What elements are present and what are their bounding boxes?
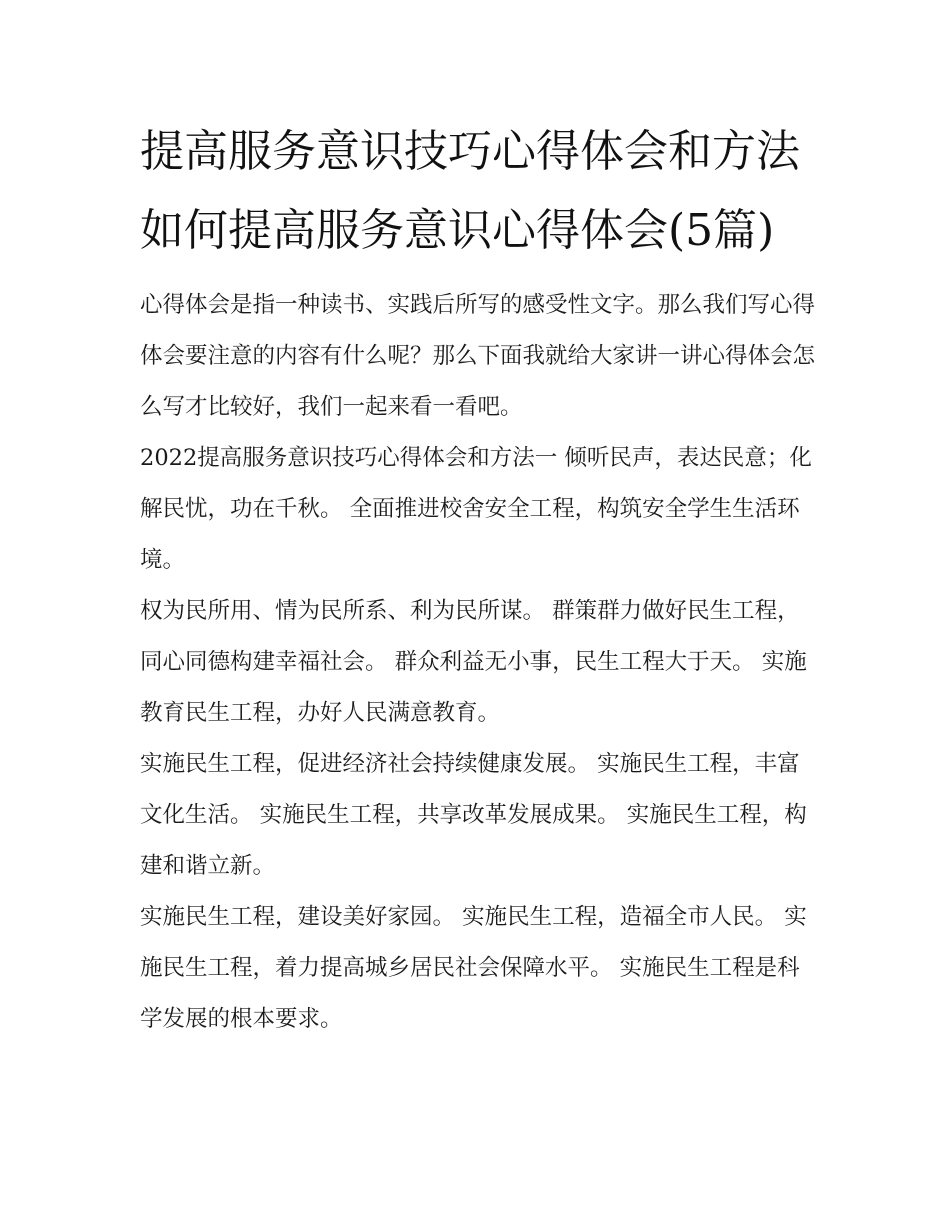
paragraph-3: 实施民生工程，促进经济社会持续健康发展。 实施民生工程，丰富文化生活。 实施民生工程，共享改革发展成果。 实施民生工程，构建和谐立新。 — [140, 751, 807, 879]
paragraph-2: 权为民所用、情为民所系、利为民所谋。 群策群力做好民生工程，同心同德构建幸福社会。 群众利益无小事，民生工程大于天。 实施教育民生工程，办好人民满意教育。 — [140, 598, 807, 726]
paragraph-1: 2022提高服务意识技巧心得体会和方法一 倾听民声，表达民意；化解民忧，功在千秋。 全面推进校舍安全工程，构筑安全学生生活环境。 — [140, 445, 812, 573]
paragraph-4: 实施民生工程，建设美好家园。 实施民生工程，造福全市人民。 实施民生工程，着力提高城乡居民社会保障水平。 实施民生工程是科学发展的根本要求。 — [140, 904, 807, 1032]
paragraph-intro: 心得体会是指一种读书、实践后所写的感受性文字。那么我们写心得体会要注意的内容有什么呢？那么下面我就给大家讲一讲心得体会怎么写才比较好，我们一起来看一看吧。 — [140, 292, 816, 420]
document-title: 提高服务意识技巧心得体会和方法 如何提高服务意识心得体会(5篇) — [140, 126, 800, 256]
document-body — [140, 112, 820, 1045]
title-block — [140, 112, 820, 270]
